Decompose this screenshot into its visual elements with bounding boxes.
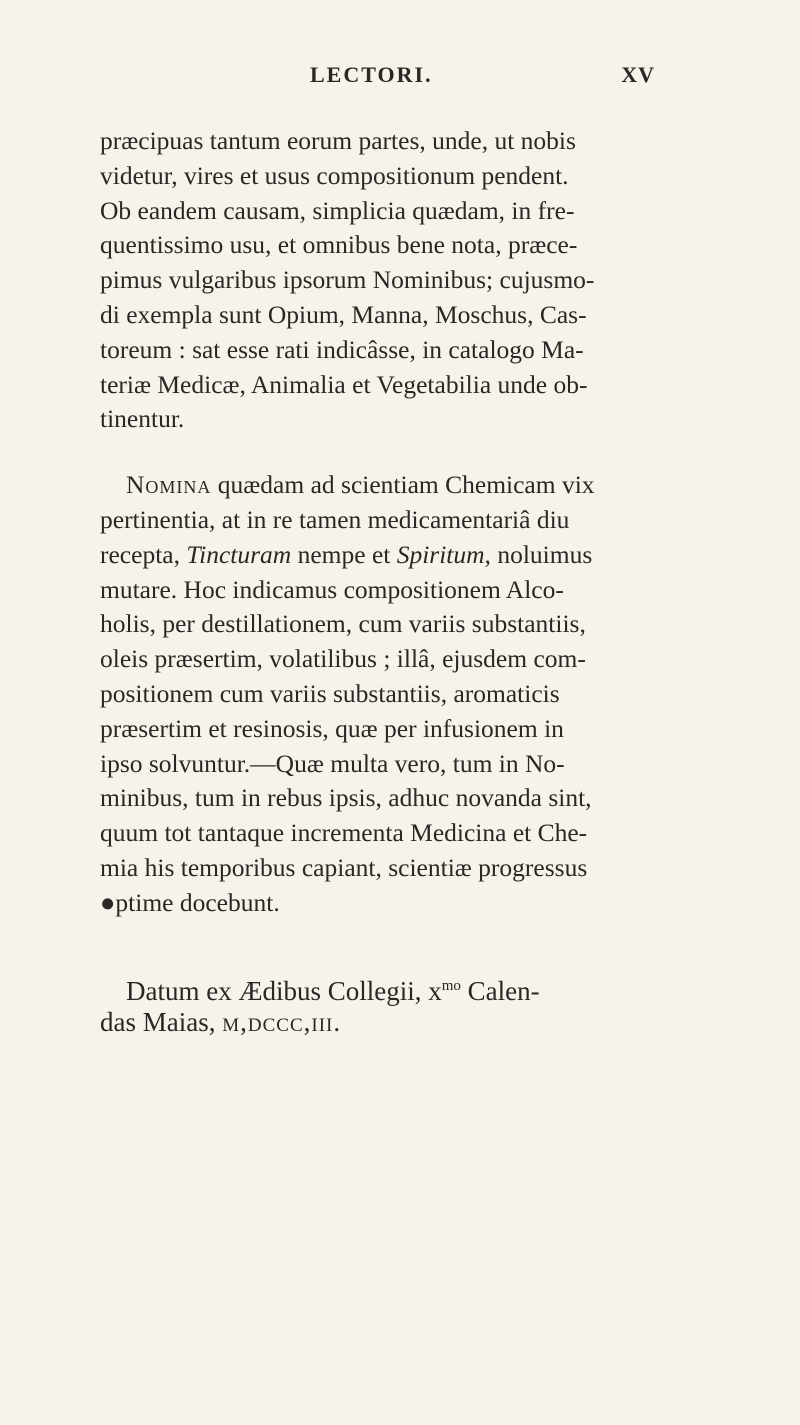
page-header bbox=[100, 62, 655, 102]
text-line: ipso solvuntur.—Quæ multa vero, tum in No- bbox=[100, 748, 565, 778]
paragraph-gap bbox=[100, 921, 660, 952]
text-line: minibus, tum in rebus ipsis, adhuc novanda sint, bbox=[100, 783, 592, 813]
text-run: noluimus bbox=[490, 539, 593, 569]
text-line: pertinentia, at in re tamen medicamentariâ diu bbox=[100, 504, 570, 534]
smallcaps-word: Nomina bbox=[126, 470, 212, 500]
text-line: positionem cum variis substantiis, aromaticis bbox=[100, 678, 560, 708]
text-run: das Maias, bbox=[100, 1006, 223, 1037]
text-line: teriæ Medicæ, Animalia et Vegetabilia unde ob- bbox=[100, 369, 588, 399]
italic-word: Spiritum, bbox=[396, 539, 491, 569]
text-run: nempe et bbox=[291, 539, 397, 569]
text-line: di exempla sunt Opium, Manna, Moschus, Cas- bbox=[100, 299, 587, 329]
page-number: XV bbox=[621, 62, 655, 87]
paragraph-2 bbox=[100, 468, 660, 920]
text-line: quum tot tantaque incrementa Medicina et Che- bbox=[100, 818, 588, 848]
text-run: quædam ad scientiam Chemicam vix bbox=[211, 470, 595, 500]
text-line: ●ptime docebunt. bbox=[100, 887, 280, 917]
text-line: toreum : sat esse rati indicâsse, in catalogo Ma- bbox=[100, 334, 584, 364]
text-line: mia his temporibus capiant, scientiæ progressus bbox=[100, 852, 588, 882]
body-text bbox=[100, 124, 660, 1040]
text-line bbox=[100, 968, 660, 1004]
text-line: tinentur. bbox=[100, 404, 185, 434]
running-title: LECTORI. bbox=[310, 62, 433, 87]
smallcaps-date: m,dccc,iii. bbox=[222, 1006, 342, 1037]
text-line: præsertim et resinosis, quæ per infusionem in bbox=[100, 713, 564, 743]
text-line bbox=[100, 1004, 660, 1040]
italic-word: Tincturam bbox=[186, 539, 292, 569]
dateline bbox=[100, 968, 660, 1040]
text-line: quentissimo usu, et omnibus bene nota, præce- bbox=[100, 230, 578, 260]
text-line: oleis præsertim, volatilibus ; illâ, ejusdem com- bbox=[100, 644, 586, 674]
text-line: præcipuas tantum eorum partes, unde, ut nobis bbox=[100, 126, 576, 155]
text-line: holis, per destillationem, cum variis substantiis, bbox=[100, 609, 586, 639]
text-line: Ob eandem causam, simplicia quædam, in fre- bbox=[100, 195, 575, 225]
paragraph-gap bbox=[100, 437, 660, 468]
text-run: recepta, bbox=[100, 539, 187, 569]
paragraph-gap bbox=[100, 952, 660, 968]
text-line bbox=[100, 538, 660, 573]
superscript: mo bbox=[441, 977, 461, 994]
text-run: Calen- bbox=[460, 975, 540, 1006]
text-run: Datum ex Ædibus Collegii, x bbox=[126, 975, 442, 1006]
text-line: mutare. Hoc indicamus compositionem Alco- bbox=[100, 574, 564, 604]
paragraph-1 bbox=[100, 124, 660, 437]
text-line bbox=[100, 468, 660, 503]
text-line: pimus vulgaribus ipsorum Nominibus; cujusmo- bbox=[100, 265, 595, 295]
text-line: videtur, vires et usus compositionum pendent. bbox=[100, 160, 569, 190]
